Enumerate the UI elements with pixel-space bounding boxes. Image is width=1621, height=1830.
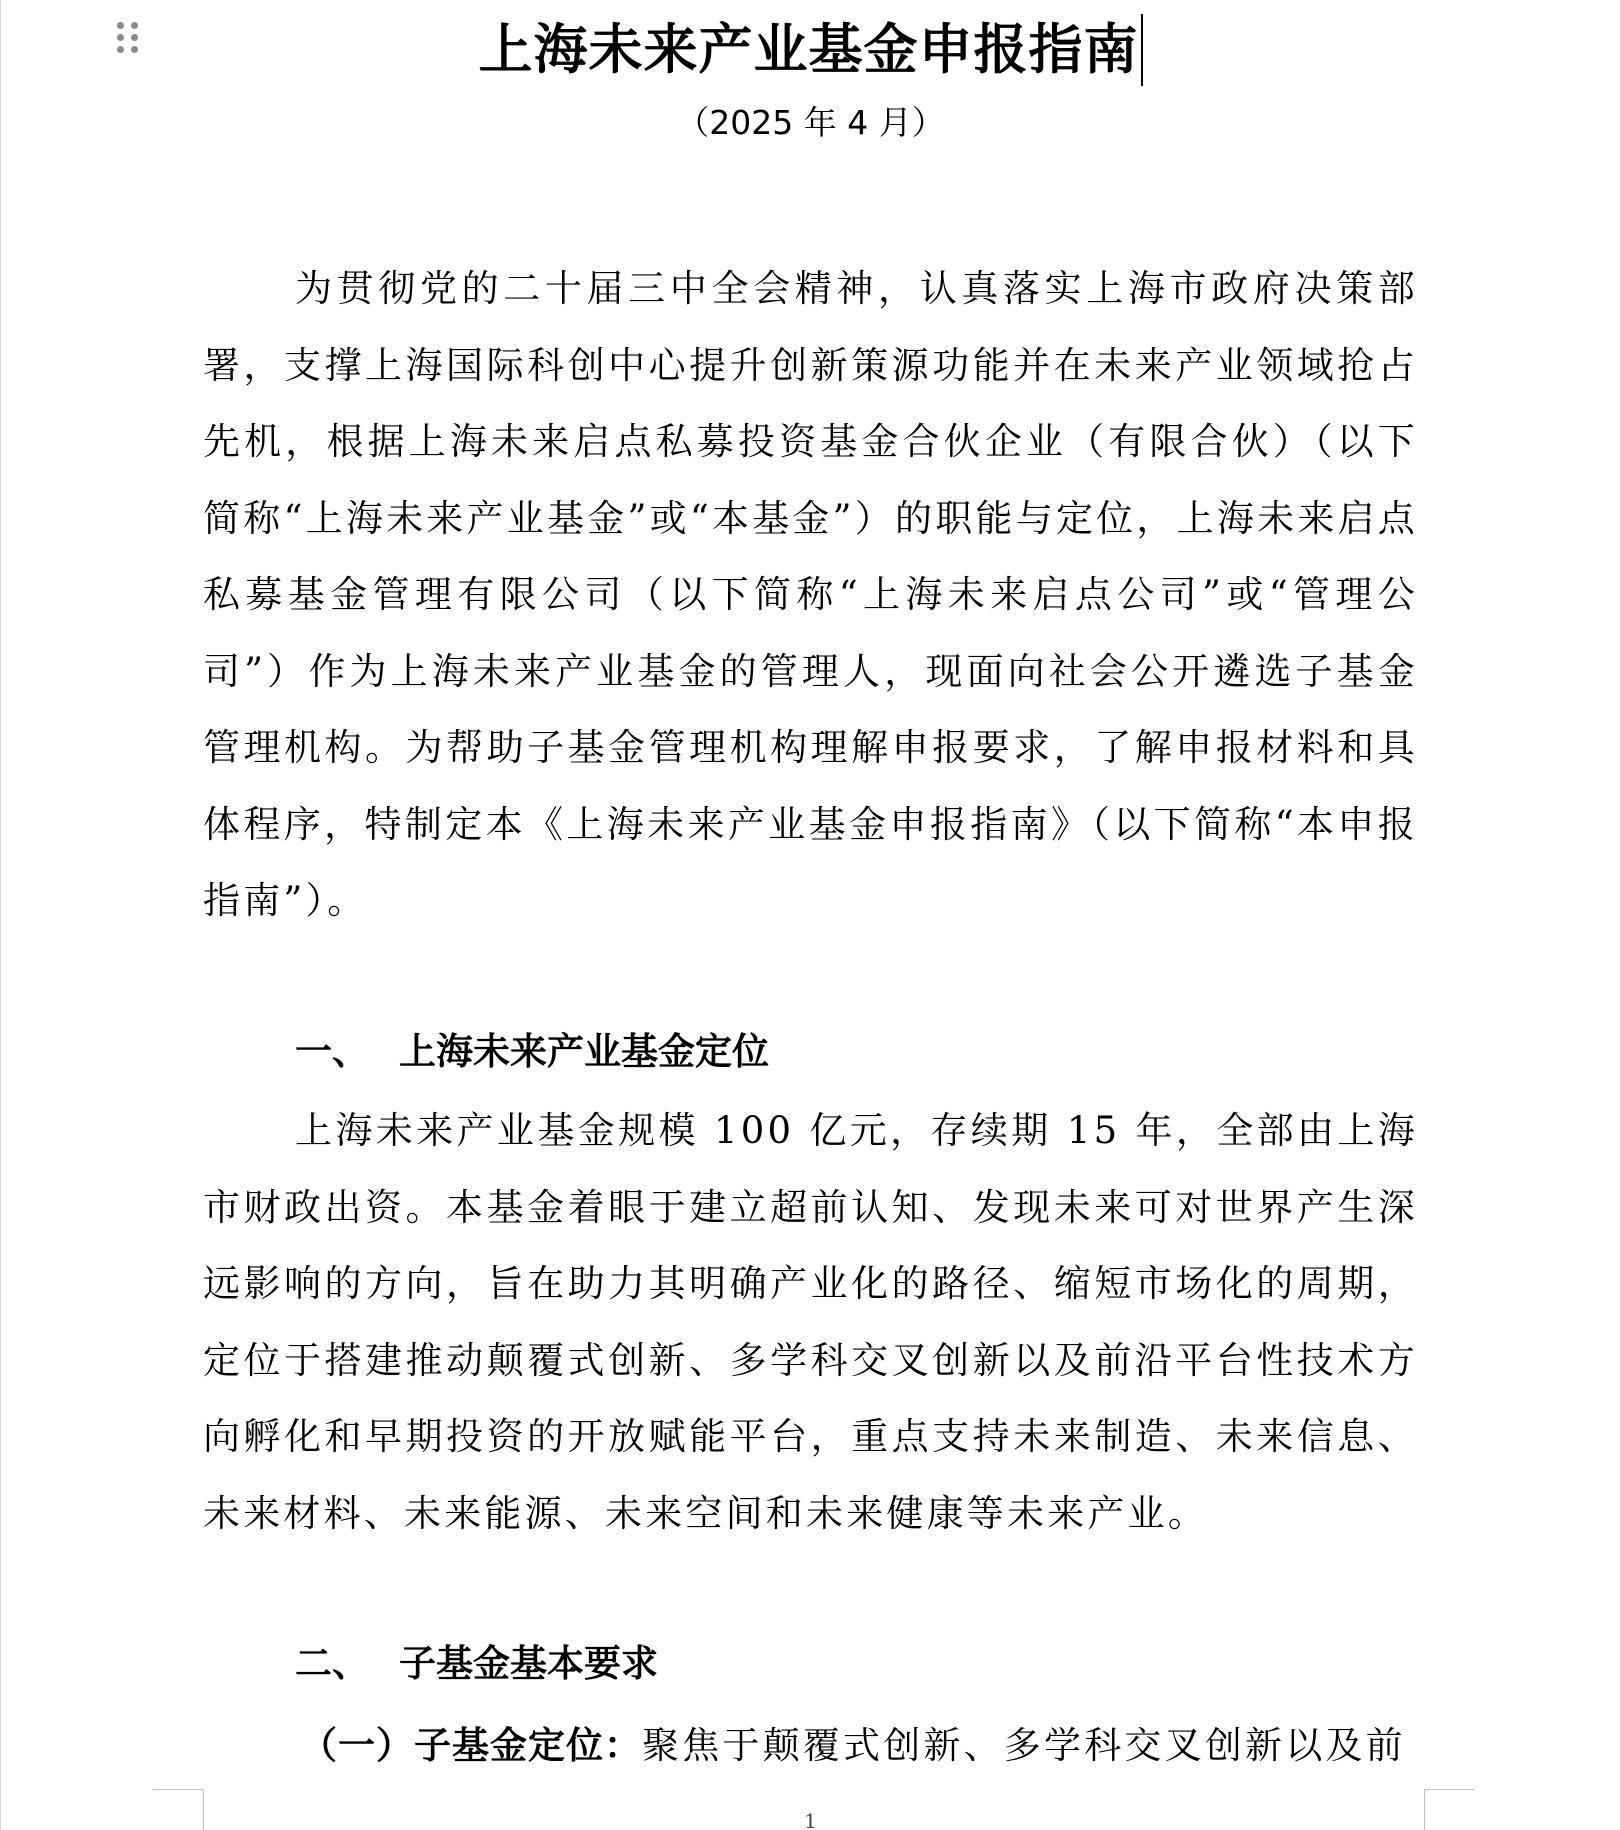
section-1-title: 上海未来产业基金定位 bbox=[399, 1030, 769, 1073]
section-2-heading[interactable] bbox=[295, 1634, 658, 1694]
page-number: 1 bbox=[804, 1809, 817, 1830]
section-1-number: 一、 bbox=[295, 1030, 369, 1073]
sub-item-label: （一）子基金定位： bbox=[300, 1724, 642, 1767]
sub-item-text: 聚焦于颠覆式创新、多学科交叉创新以及前 bbox=[642, 1724, 1406, 1767]
document-title[interactable]: 上海未来产业基金申报指南 bbox=[479, 14, 1143, 86]
section-2-title: 子基金基本要求 bbox=[399, 1642, 658, 1685]
page-left-edge bbox=[0, 0, 1, 1830]
section-2-number: 二、 bbox=[295, 1642, 369, 1685]
section-2-sub-item-1[interactable] bbox=[300, 1716, 1406, 1776]
date-line[interactable]: （2025 年 4 月） bbox=[676, 103, 945, 142]
crop-mark-left bbox=[153, 1789, 203, 1790]
intro-paragraph[interactable]: 为贯彻党的二十届三中全会精神，认真落实上海市政府决策部署，支撑上海国际科创中心提升创新策源功能并在未来产业领域抢占先机，根据上海未来启点私募投资基金合伙企业（有限合伙）（以下简称“上海未来产业基金”或“本基金”）的职能与定位，上海未来启点私募基金管理有限公司（以下简称“上海未来启点公司”或“管理公司”）作为上海未来产业基金的管理人，现面向社会公开遴选子基金管理机构。为帮助子基金管理机构理解申报要求，了解申报材料和具体程序，特制定本《上海未来产业基金申报指南》（以下简称“本申报指南”）。 bbox=[203, 267, 1418, 922]
crop-mark-right bbox=[1424, 1789, 1474, 1790]
section-1-paragraph[interactable]: 上海未来产业基金规模 100 亿元，存续期 15 年，全部由上海市财政出资。本基金着眼于建立超前认知、发现未来可对世界产生深远影响的方向，旨在助力其明确产业化的路径、缩短市场化的周期，定位于搭建推动颠覆式创新、多学科交叉创新以及前沿平台性技术方向孵化和早期投资的开放赋能平台，重点支持未来制造、未来信息、未来材料、未来能源、未来空间和未来健康等未来产业。 bbox=[203, 1109, 1418, 1535]
title-block bbox=[0, 14, 1621, 86]
section-1-heading[interactable] bbox=[295, 1022, 769, 1082]
